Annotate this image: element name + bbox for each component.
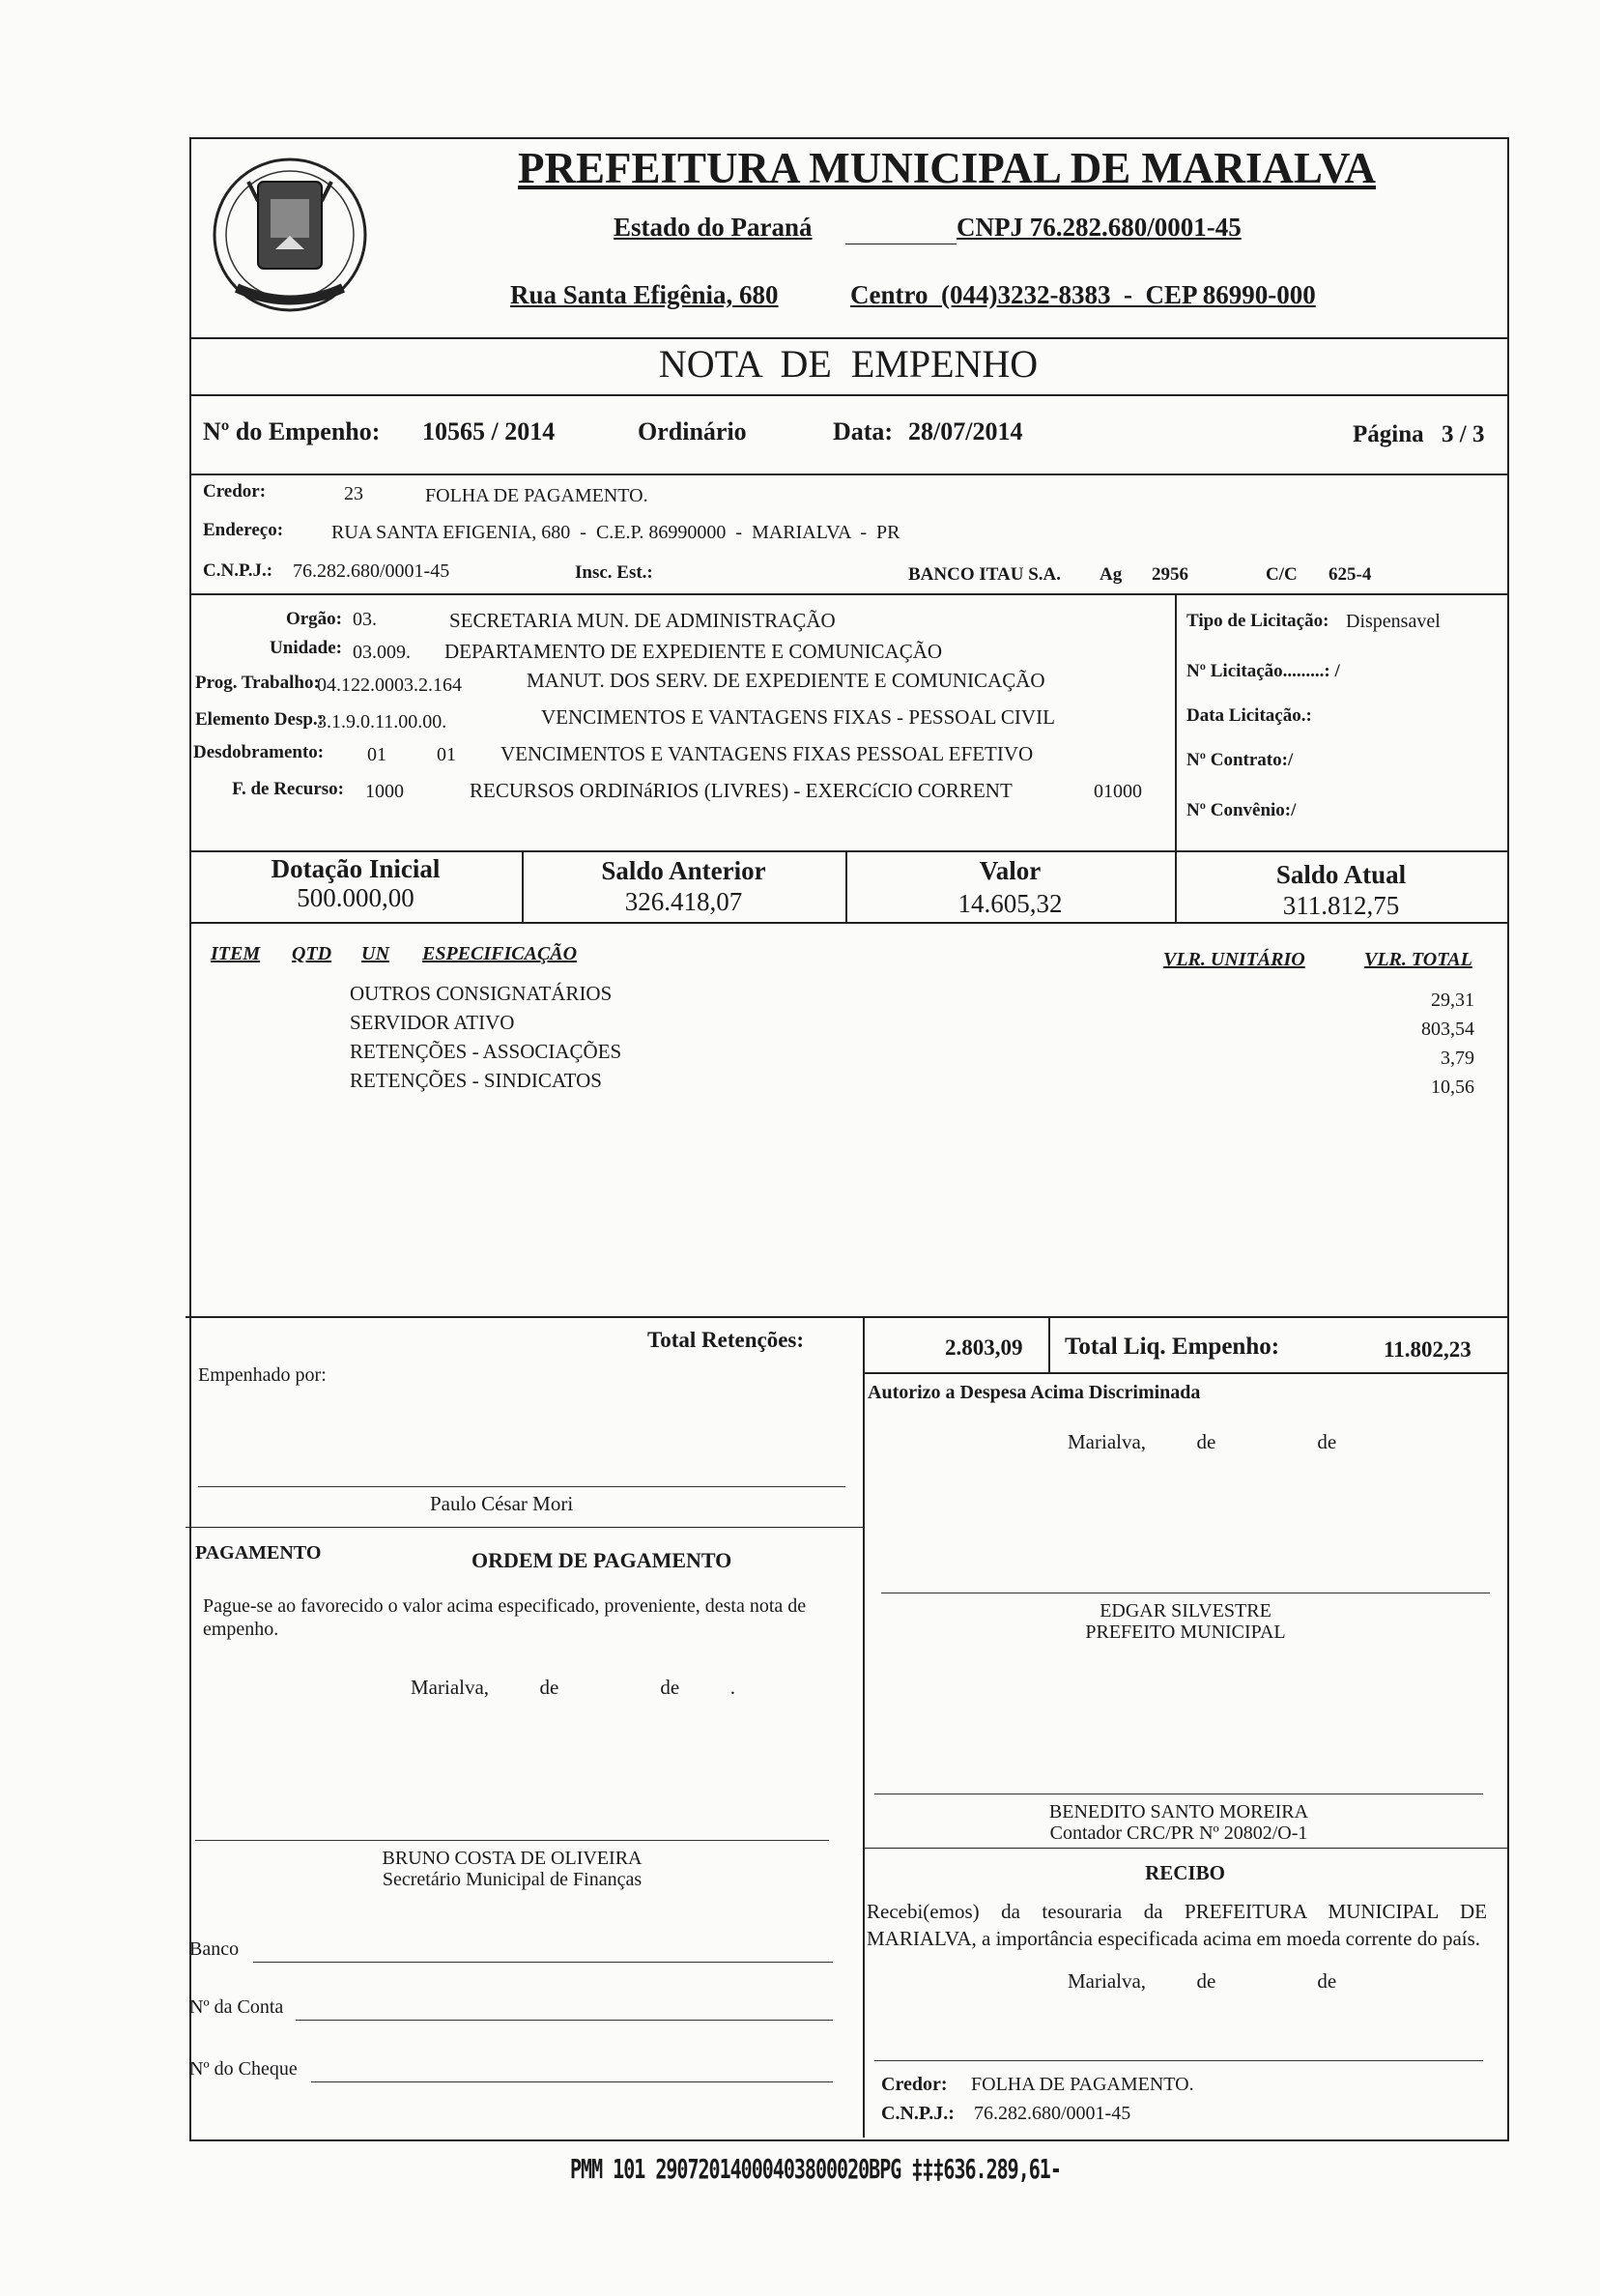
- contador-nome: BENEDITO SANTO MOREIRA: [1048, 1801, 1309, 1822]
- fonte-code-2: 01000: [1094, 781, 1142, 802]
- recibo-label: RECIBO: [1145, 1861, 1225, 1884]
- fonte-label: F. de Recurso:: [232, 779, 344, 799]
- saldo-anterior-label: Saldo Anterior: [601, 856, 766, 885]
- conta-label: Nº da Conta: [189, 1996, 284, 2018]
- ag-label: Ag: [1100, 564, 1123, 585]
- numero-convenio: Nº Convênio:/: [1186, 800, 1297, 820]
- recibo-texto: Recebi(emos) da tesouraria da PREFEITURA MUNICIPAL DE MARIALVA, a importância especificada acima em moeda corrente do país.: [867, 1900, 1487, 1950]
- cc-label: C/C: [1266, 564, 1298, 585]
- recibo-credor-label: Credor:: [881, 2074, 948, 2095]
- saldo-anterior-value: 326.418,07: [624, 887, 743, 916]
- empenho-number-label: Nº do Empenho:: [203, 417, 381, 445]
- desdobramento-label: Desdobramento:: [193, 742, 325, 762]
- credor-name: FOLHA DE PAGAMENTO.: [425, 485, 648, 506]
- dotacao-inicial-value: 500.000,00: [297, 883, 414, 912]
- document-title: NOTA DE EMPENHO: [658, 342, 1039, 386]
- ordem-pagamento-label: ORDEM DE PAGAMENTO: [471, 1548, 732, 1572]
- endereco-label: Endereço:: [203, 520, 284, 540]
- desdobramento-name: VENCIMENTOS E VANTAGENS FIXAS PESSOAL EFETIVO: [500, 742, 1034, 765]
- header-cnpj: CNPJ 76.282.680/0001-45: [957, 213, 1242, 242]
- prefeito-nome: EDGAR SILVESTRE: [1100, 1600, 1271, 1622]
- header-address: Rua Santa Efigênia, 680: [510, 280, 779, 309]
- empenhado-por-label: Empenhado por:: [198, 1364, 327, 1386]
- cnpj-label: C.N.P.J.:: [203, 560, 273, 581]
- col-qtd: QTD: [292, 943, 332, 964]
- unidade-name: DEPARTAMENTO DE EXPEDIENTE E COMUNICAÇÃO: [444, 640, 943, 663]
- prog-label: Prog. Trabalho:: [195, 673, 320, 693]
- insc-label: Insc. Est.:: [575, 562, 653, 583]
- col-item: ITEM: [211, 943, 261, 964]
- orgao-code: 03.: [353, 609, 377, 630]
- credor-cnpj: 76.282.680/0001-45: [293, 560, 450, 582]
- data-licitacao: Data Licitação.:: [1186, 705, 1312, 726]
- credor-address: RUA SANTA EFIGENIA, 680 - C.E.P. 86990000 - MARIALVA - PR: [331, 522, 900, 543]
- item-description: RETENÇÕES - SINDICATOS: [350, 1069, 602, 1092]
- col-vlr-total: VLR. TOTAL: [1364, 949, 1472, 970]
- unidade-label: Unidade:: [270, 638, 342, 658]
- footer-stamp-code: PMM 101 29072014000403800020BPG ‡‡‡636.289,61-: [570, 2152, 1061, 2185]
- total-liq-label: Total Liq. Empenho:: [1065, 1334, 1280, 1360]
- tipo-licitacao-label: Tipo de Licitação:: [1186, 611, 1329, 631]
- unidade-code: 03.009.: [353, 642, 411, 663]
- page-label: Página: [1353, 421, 1424, 447]
- ag-number: 2956: [1152, 564, 1188, 585]
- orgao-name: SECRETARIA MUN. DE ADMINISTRAÇÃO: [449, 609, 836, 632]
- item-description: SERVIDOR ATIVO: [350, 1011, 515, 1034]
- dotacao-inicial-label: Dotação Inicial: [271, 854, 441, 883]
- header-contact: Centro (044)3232-8383 - CEP 86990-000: [850, 280, 1316, 309]
- valor-value: 14.605,32: [957, 889, 1063, 918]
- col-especificacao: ESPECIFICAÇÃO: [422, 943, 578, 964]
- elemento-name: VENCIMENTOS E VANTAGENS FIXAS - PESSOAL CIVIL: [541, 705, 1055, 729]
- banco-label: Banco: [189, 1938, 240, 1960]
- prog-name: MANUT. DOS SERV. DE EXPEDIENTE E COMUNICAÇÃO: [527, 669, 1045, 692]
- fonte-name: RECURSOS ORDINáRIOS (LIVRES) - EXERCíCIO CORRENT: [470, 779, 1013, 802]
- cc-number: 625-4: [1329, 564, 1372, 585]
- autorizo-local-data: Marialva, de de: [1068, 1430, 1337, 1453]
- empenho-date-label: Data:: [833, 417, 894, 445]
- numero-contrato: Nº Contrato:/: [1186, 750, 1294, 770]
- pague-texto: Pague-se ao favorecido o valor acima especificado, proveniente, desta nota de empenho.: [203, 1595, 807, 1640]
- desdobramento-code-1: 01: [367, 744, 386, 765]
- desdobramento-code-2: 01: [437, 744, 456, 765]
- orgao-label: Orgão:: [285, 609, 342, 629]
- item-total: 29,31: [1431, 990, 1474, 1011]
- item-total: 803,54: [1421, 1019, 1474, 1040]
- elemento-code: 3.1.9.0.11.00.00.: [317, 711, 447, 732]
- empenho-type: Ordinário: [638, 417, 747, 445]
- elemento-label: Elemento Desp.:: [195, 709, 324, 730]
- fonte-code: 1000: [365, 781, 404, 802]
- recibo-local-data: Marialva, de de: [1068, 1969, 1337, 1993]
- empenho-date: 28/07/2014: [908, 417, 1023, 445]
- saldo-atual-label: Saldo Atual: [1275, 860, 1407, 889]
- empenhado-por-nome: Paulo César Mori: [430, 1492, 574, 1515]
- municipal-coat-of-arms-icon: [198, 143, 382, 327]
- autorizo-label: Autorizo a Despesa Acima Discriminada: [868, 1382, 1201, 1403]
- total-retencoes-value: 2.803,09: [945, 1335, 1023, 1360]
- pagamento-local-data: Marialva, de de .: [411, 1676, 735, 1699]
- header-title: PREFEITURA MUNICIPAL DE MARIALVA: [517, 144, 1377, 192]
- col-un: UN: [361, 943, 389, 964]
- secretario-nome: BRUNO COSTA DE OLIVEIRA: [382, 1848, 643, 1869]
- recibo-credor-nome: FOLHA DE PAGAMENTO.: [971, 2074, 1194, 2095]
- empenho-number: 10565 / 2014: [422, 417, 556, 445]
- item-description: RETENÇÕES - ASSOCIAÇÕES: [350, 1040, 622, 1063]
- pagamento-label: PAGAMENTO: [195, 1542, 322, 1564]
- secretario-cargo: Secretário Municipal de Finanças: [382, 1869, 643, 1890]
- header-state: Estado do Paraná: [614, 213, 813, 242]
- prefeito-cargo: PREFEITO MUNICIPAL: [1085, 1622, 1286, 1643]
- total-liq-value: 11.802,23: [1384, 1337, 1471, 1362]
- col-vlr-unitario: VLR. UNITÁRIO: [1163, 949, 1305, 970]
- item-total: 3,79: [1441, 1048, 1474, 1069]
- total-retencoes-label: Total Retenções:: [647, 1328, 805, 1352]
- tipo-licitacao: Dispensavel: [1346, 611, 1441, 632]
- recibo-cnpj-label: C.N.P.J.:: [881, 2103, 955, 2124]
- cheque-label: Nº do Cheque: [189, 2058, 298, 2080]
- recibo-cnpj: 76.282.680/0001-45: [974, 2103, 1131, 2124]
- page-number: 3 / 3: [1442, 421, 1485, 447]
- valor-label: Valor: [979, 856, 1042, 885]
- credor-code: 23: [344, 483, 363, 504]
- item-total: 10,56: [1431, 1076, 1474, 1098]
- numero-licitacao: Nº Licitação.........: /: [1186, 661, 1340, 681]
- credor-label: Credor:: [203, 481, 267, 502]
- item-description: OUTROS CONSIGNATÁRIOS: [350, 982, 613, 1005]
- credor-bank: BANCO ITAU S.A.: [908, 564, 1062, 585]
- saldo-atual-value: 311.812,75: [1282, 891, 1400, 920]
- prog-code: 04.122.0003.2.164: [317, 674, 462, 696]
- contador-cargo: Contador CRC/PR Nº 20802/O-1: [1049, 1822, 1308, 1844]
